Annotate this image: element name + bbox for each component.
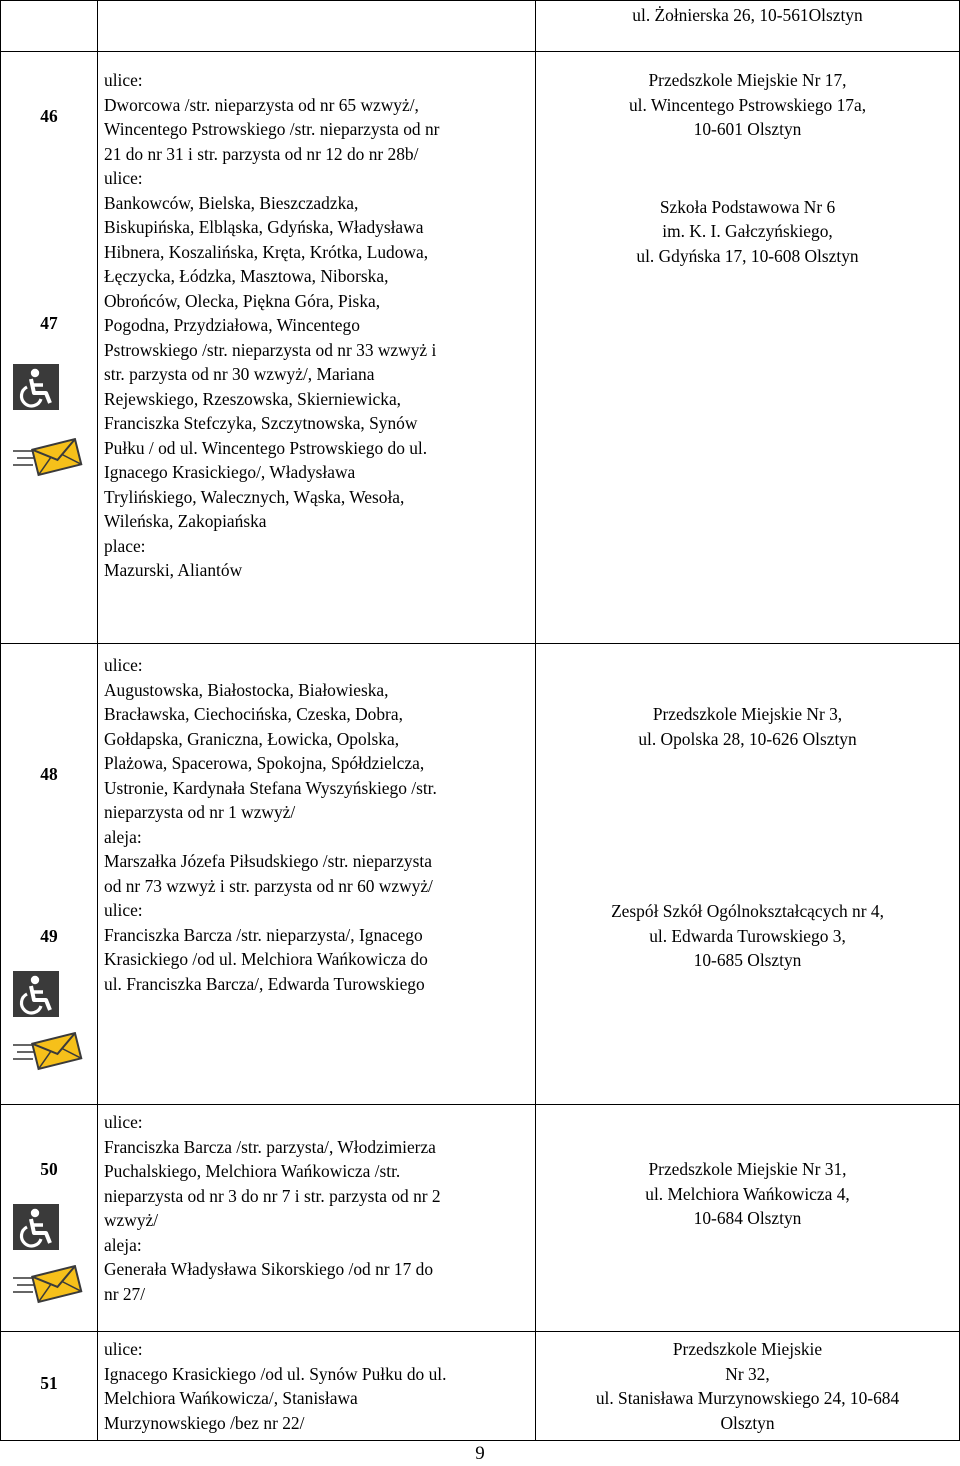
school-cell <box>536 52 960 644</box>
number-cell <box>1 1105 98 1332</box>
street-line: Franciszka Stefczyka, Szczytnowska, Synów <box>104 413 418 433</box>
school-line: ul. Gdyńska 17, 10-608 Olsztyn <box>636 245 859 266</box>
street-line: wzwyż/ <box>104 1210 159 1230</box>
school-line: ul. Melchiora Wańkowicza 4, <box>645 1183 850 1204</box>
street-line: place: <box>104 535 146 556</box>
street-line: Bankowców, Bielska, Bieszczadzka, <box>104 192 359 213</box>
street-line: Dworcowa /str. nieparzysta od nr 65 wzwyż/, <box>104 94 419 115</box>
school-line: ul. Opolska 28, 10-626 Olsztyn <box>638 728 857 749</box>
school-line: 10-601 Olsztyn <box>693 119 802 139</box>
street-line: Murzynowskiego /bez nr 22/ <box>104 1412 305 1433</box>
street-line: Pogodna, Przydziałowa, Wincentego <box>104 315 360 335</box>
street-line: ulice: <box>104 168 143 188</box>
envelope-icon <box>11 1265 83 1305</box>
street-line: Ignacego Krasickiego/, Władysława <box>104 462 356 482</box>
streets-cell <box>98 644 536 1105</box>
street-line: Rejewskiego, Rzeszowska, Skierniewicka, <box>104 388 402 409</box>
street-line: Franciszka Barcza /str. parzysta/, Włodzimierza <box>104 1136 436 1157</box>
street-line: Plażowa, Spacerowa, Spokojna, Spółdzielcza, <box>104 753 425 773</box>
school-line: im. K. I. Gałczyńskiego, <box>662 221 833 241</box>
street-line: Biskupińska, Elbląska, Gdyńska, Władysława <box>104 217 424 237</box>
street-line: Wileńska, Zakopiańska <box>104 511 267 531</box>
school-line: Przedszkole Miejskie Nr 17, <box>648 70 847 90</box>
street-line: Melchiora Wańkowicza/, Stanisława <box>104 1388 358 1408</box>
street-line: Trylińskiego, Walecznych, Wąska, Wesoła, <box>104 486 405 507</box>
street-line: ulice: <box>104 70 143 90</box>
table-row <box>1 1 960 52</box>
streets-cell <box>98 1332 536 1441</box>
street-line: Bracławska, Ciechocińska, Czeska, Dobra, <box>104 704 403 724</box>
district-number: 51 <box>40 1373 58 1393</box>
street-line: Krasickiego /od ul. Melchiora Wańkowicza do <box>104 949 428 969</box>
envelope-icon <box>11 1032 83 1072</box>
table-row <box>1 1332 960 1441</box>
school-cell <box>536 1105 960 1332</box>
table-row <box>1 1105 960 1332</box>
streets-cell <box>98 1105 536 1332</box>
school-line: Przedszkole Miejskie Nr 31, <box>648 1159 847 1179</box>
street-line: Generała Władysława Sikorskiego /od nr 17 do <box>104 1259 434 1279</box>
school-line: Olsztyn <box>720 1412 775 1433</box>
street-line: od nr 73 wzwyż i str. parzysta od nr 60 wzwyż/ <box>104 875 433 896</box>
street-line: nieparzysta od nr 1 wzwyż/ <box>104 802 296 822</box>
school-cell <box>536 1 960 52</box>
street-line: aleja: <box>104 1234 142 1255</box>
street-line: Pstrowskiego /str. nieparzysta od nr 33 wzwyż i <box>104 339 437 360</box>
page-number: 9 <box>475 1443 485 1464</box>
school-line: ul. Stanisława Murzynowskiego 24, 10-684 <box>595 1388 900 1408</box>
street-line: Ustronie, Kardynała Stefana Wyszyńskiego /str. <box>104 777 437 798</box>
school-cell <box>536 644 960 1105</box>
street-line: Wincentego Pstrowskiego /str. nieparzysta od nr <box>104 119 440 139</box>
street-line: Marszałka Józefa Piłsudskiego /str. nieparzysta <box>104 851 432 871</box>
wheelchair-icon <box>13 971 59 1017</box>
street-line: Hibnera, Koszalińska, Kręta, Krótka, Ludowa, <box>104 241 429 262</box>
street-line: Ignacego Krasickiego /od ul. Synów Pułku do ul. <box>104 1363 447 1384</box>
school-line: ul. Edwarda Turowskiego 3, <box>649 925 846 946</box>
street-line: ulice: <box>104 1112 143 1132</box>
table-row <box>1 52 960 644</box>
number-cell <box>1 1332 98 1441</box>
wheelchair-icon <box>13 1204 59 1250</box>
school-line: 10-684 Olsztyn <box>693 1208 802 1228</box>
street-line: Puchalskiego, Melchiora Wańkowicza /str. <box>104 1161 401 1181</box>
school-cell <box>536 1332 960 1441</box>
street-line: Augustowska, Białostocka, Białowieska, <box>104 679 389 700</box>
school-line: Szkoła Podstawowa Nr 6 <box>659 196 836 217</box>
number-cell <box>1 1 98 52</box>
district-number: 49 <box>40 926 58 946</box>
school-line: Przedszkole Miejskie <box>672 1339 823 1359</box>
street-line: Mazurski, Aliantów <box>104 560 243 580</box>
school-line: Nr 32, <box>725 1363 770 1384</box>
street-line: nr 27/ <box>104 1283 146 1304</box>
number-cell <box>1 52 98 644</box>
school-line: Zespół Szkół Ogólnokształcących nr 4, <box>611 901 884 921</box>
street-line: Łęczycka, Łódzka, Masztowa, Niborska, <box>104 266 389 286</box>
street-line: nieparzysta od nr 3 do nr 7 i str. parzysta od nr 2 <box>104 1185 441 1206</box>
school-line: Przedszkole Miejskie Nr 3, <box>652 704 843 724</box>
number-cell <box>1 644 98 1105</box>
wheelchair-icon <box>13 364 59 410</box>
street-line: ulice: <box>104 900 143 920</box>
district-number: 50 <box>40 1159 58 1179</box>
street-line: Franciszka Barcza /str. nieparzysta/, Ignacego <box>104 924 423 945</box>
street-line: Gołdapska, Graniczna, Łowicka, Opolska, <box>104 728 400 749</box>
street-line: Obrońców, Olecka, Piękna Góra, Piska, <box>104 290 381 311</box>
street-line: ulice: <box>104 1339 143 1359</box>
school-address: ul. Żołnierska 26, 10-561Olsztyn <box>632 5 863 25</box>
table-row <box>1 644 960 1105</box>
street-line: ulice: <box>104 655 143 675</box>
street-line: 21 do nr 31 i str. parzysta od nr 12 do nr 28b/ <box>104 143 419 164</box>
street-line: Pułku / od ul. Wincentego Pstrowskiego do ul. <box>104 437 428 458</box>
streets-cell <box>98 52 536 644</box>
district-number: 47 <box>40 313 58 333</box>
school-line <box>536 142 959 195</box>
street-line: str. parzysta od nr 30 wzwyż/, Mariana <box>104 364 375 384</box>
street-line: ul. Franciszka Barcza/, Edwarda Turowskiego <box>104 973 425 994</box>
school-line: ul. Wincentego Pstrowskiego 17a, <box>628 94 867 115</box>
district-number: 46 <box>40 106 58 126</box>
streets-cell <box>98 1 536 52</box>
district-number: 48 <box>40 764 58 784</box>
envelope-icon <box>11 438 83 478</box>
school-line: 10-685 Olsztyn <box>693 950 802 970</box>
street-line: aleja: <box>104 826 142 847</box>
